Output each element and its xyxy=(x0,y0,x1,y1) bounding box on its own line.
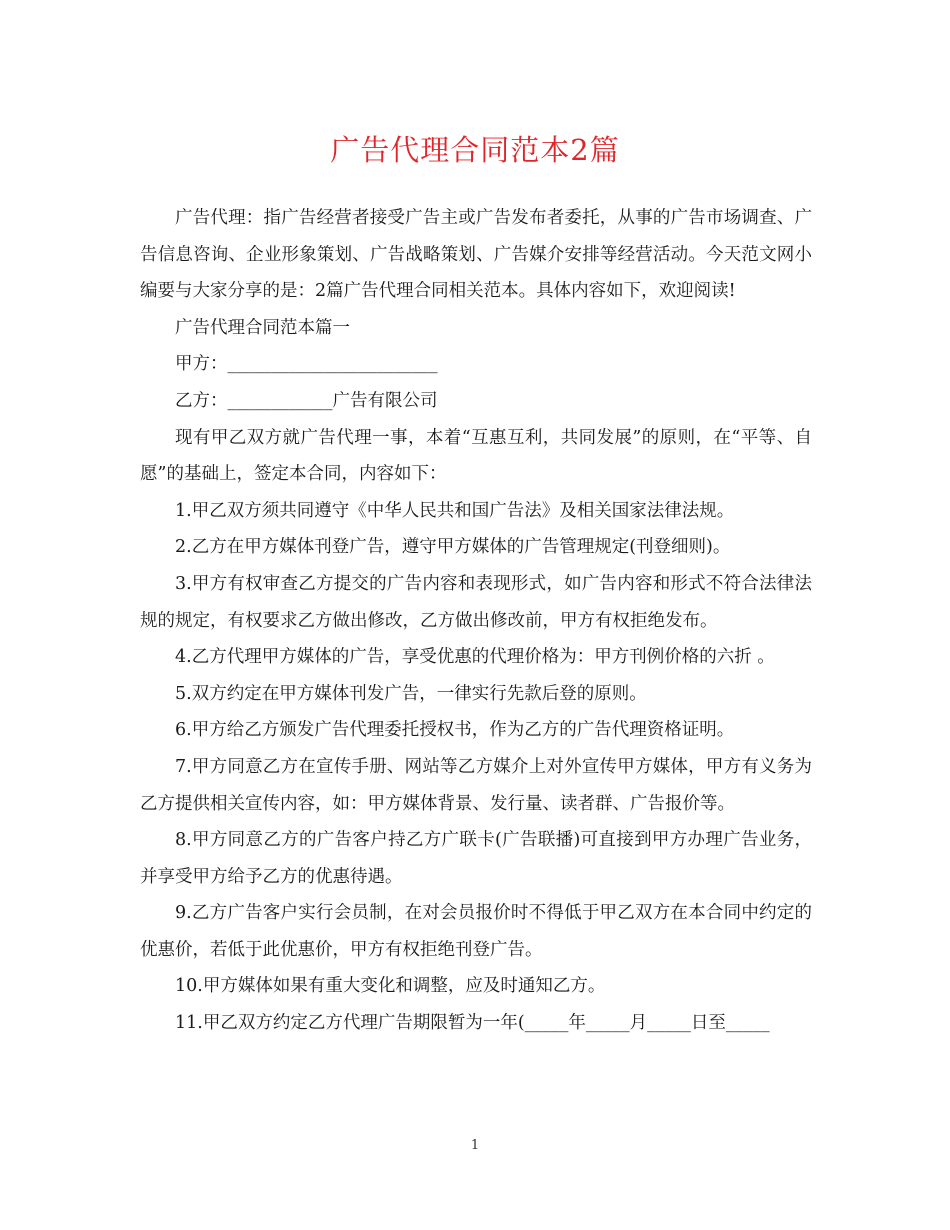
clause-6: 6.甲方给乙方颁发广告代理委托授权书，作为乙方的广告代理资格证明。 xyxy=(175,720,735,741)
section-heading: 广告代理合同范本篇一 xyxy=(175,317,350,338)
clause-8: 8.甲方同意乙方的广告客户持乙方广联卡(广告联播)可直接到甲方办理广告业务，并享受甲方给予乙方的优惠待遇。 xyxy=(140,830,812,887)
clause-9: 9.乙方广告客户实行会员制，在对会员报价时不得低于甲乙双方在本合同中约定的优惠价，若低于此优惠价，甲方有权拒绝刊登广告。 xyxy=(140,903,812,960)
clause-7: 7.甲方同意乙方在宣传手册、网站等乙方媒介上对外宣传甲方媒体，甲方有义务为乙方提供相关宣传内容，如：甲方媒体背景、发行量、读者群、广告报价等。 xyxy=(140,756,812,814)
document-body xyxy=(140,200,812,1042)
clause-10: 10.甲方媒体如果有重大变化和调整，应及时通知乙方。 xyxy=(175,976,606,997)
clause-4: 4.乙方代理甲方媒体的广告，享受优惠的代理价格为：甲方刊例价格的六折 。 xyxy=(175,647,775,668)
clause-2: 2.乙方在甲方媒体刊登广告，遵守甲方媒体的广告管理规定(刊登细则)。 xyxy=(175,537,731,558)
clause-5: 5.双方约定在甲方媒体刊发广告，一律实行先款后登的原则。 xyxy=(175,683,647,704)
preamble-paragraph: 现有甲乙双方就广告代理一事，本着“互惠互利，共同发展”的原则，在“平等、自愿”的基础上，签定本合同，内容如下： xyxy=(140,427,812,485)
document-title: 广告代理合同范本2篇 xyxy=(330,133,620,167)
party-a-line: 甲方：________________________ xyxy=(175,354,438,375)
party-b-line: 乙方：____________广告有限公司 xyxy=(175,390,438,411)
clause-1: 1.甲乙双方须共同遵守《中华人民共和国广告法》及相关国家法律法规。 xyxy=(175,500,735,521)
intro-paragraph: 广告代理：指广告经营者接受广告主或广告发布者委托，从事的广告市场调查、广告信息咨询、企业形象策划、广告战略策划、广告媒介安排等经营活动。今天范文网小编要与大家分享的是：2篇广告代理合同相关范本。具体内容如下，欢迎阅读! xyxy=(140,208,812,302)
clause-11: 11.甲乙双方约定乙方代理广告期限暂为一年(_____年_____月_____日至_____ xyxy=(175,1013,770,1034)
clause-3: 3.甲方有权审查乙方提交的广告内容和表现形式，如广告内容和形式不符合法律法规的规定，有权要求乙方做出修改，乙方做出修改前，甲方有权拒绝发布。 xyxy=(140,573,812,631)
page-number: 1 xyxy=(470,1138,480,1153)
